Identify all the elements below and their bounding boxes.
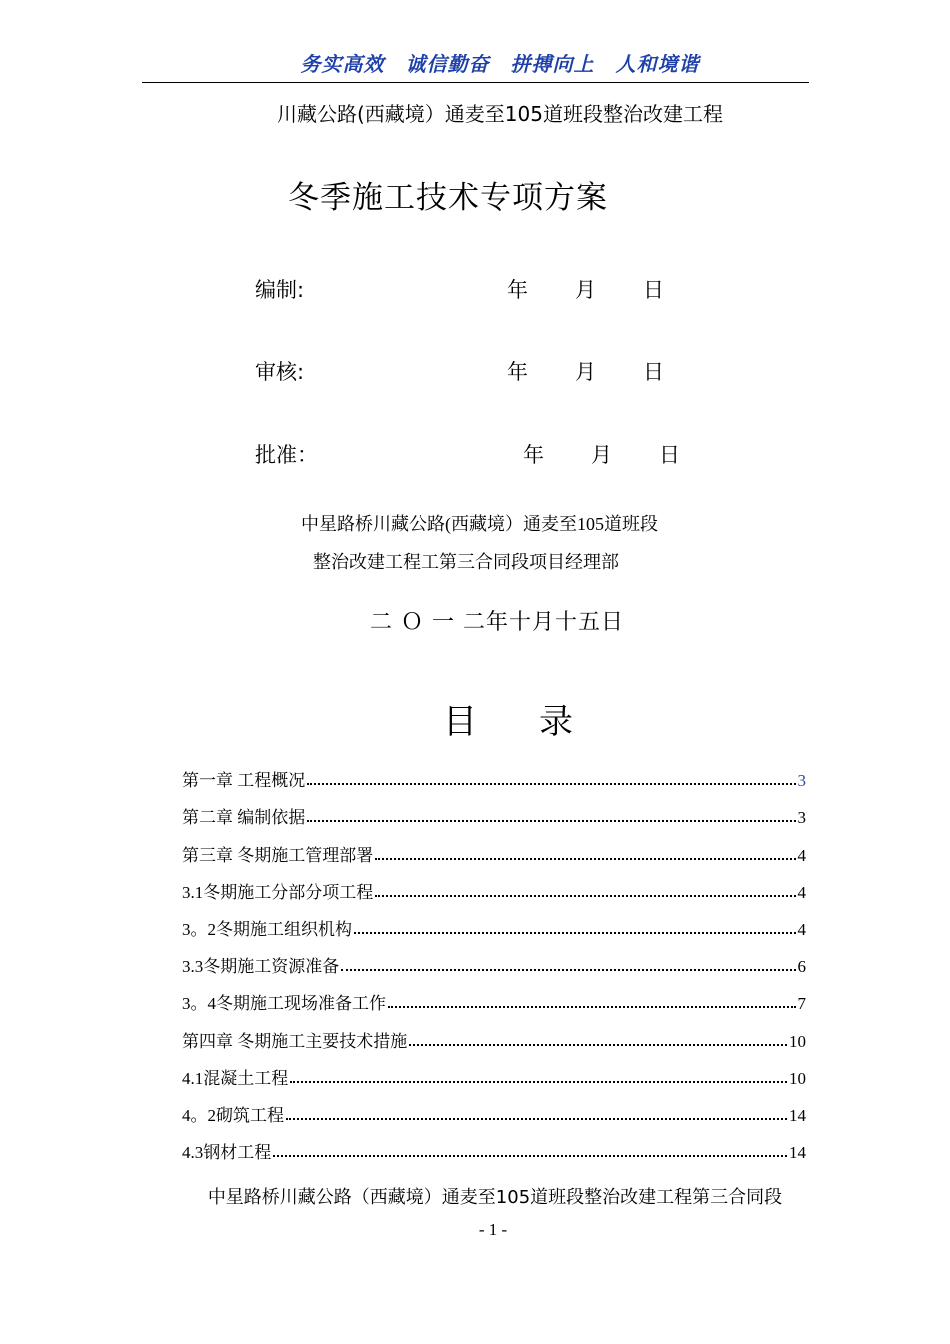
toc-dot-leader [286,1118,787,1120]
toc-entry-page[interactable]: 4 [797,882,806,902]
toc-dot-leader [354,932,796,934]
day-label: 日 [643,360,664,384]
signoff-date-reviewed [507,356,711,386]
signoff-label-approved: 批准： [255,443,318,467]
month-label: 月 [575,360,596,384]
toc-entry[interactable] [182,1089,806,1126]
signoff-date-approved [523,439,727,469]
toc-dot-leader [341,969,795,971]
toc-dot-leader [375,895,795,897]
toc-entry-title[interactable]: 3。2冬期施工组织机构 [182,919,352,939]
signoff-date-compiled [507,274,711,304]
toc-entry-page[interactable]: 4 [797,919,806,939]
day-label: 日 [659,443,680,467]
toc-entry-page[interactable]: 10 [789,1031,806,1051]
toc-entry[interactable] [182,866,806,903]
document-title: 冬季施工技术专项方案 [288,180,608,216]
toc-entry-title[interactable]: 第二章 编制依据 [182,808,306,828]
toc-entry-title[interactable]: 3。4冬期施工现场准备工作 [182,994,386,1014]
toc-dot-leader [273,1155,787,1157]
toc-dot-leader [409,1044,787,1046]
toc-entry[interactable] [182,1014,806,1051]
toc-entry-page[interactable]: 6 [797,957,806,977]
organization-line-2: 整治改建工程工第三合同段项目经理部 [313,552,619,572]
toc-entry-title[interactable]: 4。2砌筑工程 [182,1105,284,1125]
toc-entry-page[interactable]: 3 [797,771,806,791]
toc-entry-page[interactable]: 10 [789,1068,806,1088]
toc-entry[interactable] [182,940,806,977]
toc-entry-title[interactable]: 第三章 冬期施工管理部署 [182,845,374,865]
year-label: 年 [507,278,528,302]
signoff-label-compiled: 编制: [255,278,305,302]
toc-entry-page[interactable]: 4 [797,845,806,865]
signoff-label-reviewed: 审核: [255,360,305,384]
document-date: 二 Ｏ 一 二年十月十五日 [370,610,624,635]
toc-entry-page[interactable]: 3 [797,808,806,828]
toc-entry-page[interactable]: 7 [797,994,806,1014]
toc-dot-leader [375,858,795,860]
toc-entry[interactable] [182,828,806,865]
toc-entry-title[interactable]: 4.3钢材工程 [182,1143,272,1163]
toc-entry-title[interactable]: 3.3冬期施工资源准备 [182,957,340,977]
toc-entry-title[interactable]: 4.1混凝土工程 [182,1068,289,1088]
toc-heading [443,694,573,743]
organization-line-1: 中星路桥川藏公路(西藏境）通麦至105道班段 [301,514,658,534]
page-number: - 1 - [478,1220,508,1239]
toc-heading-char-2: 录 [539,702,573,742]
day-label: 日 [643,278,664,302]
toc-entry-title[interactable]: 3.1冬期施工分部分项工程 [182,882,374,902]
toc-entry-title[interactable]: 第一章 工程概况 [182,771,306,791]
toc-entry[interactable] [182,977,806,1014]
toc-entry[interactable] [182,791,806,828]
toc-dot-leader [307,783,795,785]
toc-dot-leader [388,1006,796,1008]
project-header-title: 川藏公路(西藏境）通麦至105道班段整治改建工程 [277,102,723,126]
toc-entry[interactable] [182,1052,806,1089]
toc-entry-title[interactable]: 第四章 冬期施工主要技术措施 [182,1031,408,1051]
year-label: 年 [507,360,528,384]
month-label: 月 [591,443,612,467]
toc-dot-leader [307,820,795,822]
toc-entry[interactable] [182,754,806,791]
toc-dot-leader [290,1081,787,1083]
toc-entry[interactable] [182,903,806,940]
toc-entry-page[interactable]: 14 [789,1143,806,1163]
table-of-contents [182,754,806,1163]
header-motto: 务实高效 诚信勤奋 拼搏向上 人和境谐 [300,54,700,76]
header-divider [142,82,809,83]
year-label: 年 [523,443,544,467]
toc-entry[interactable] [182,1126,806,1163]
footer-organization: 中星路桥川藏公路（西藏境）通麦至105道班段整治改建工程第三合同段 [207,1187,783,1208]
month-label: 月 [575,278,596,302]
toc-heading-char-1: 目 [443,702,477,742]
toc-entry-page[interactable]: 14 [789,1105,806,1125]
